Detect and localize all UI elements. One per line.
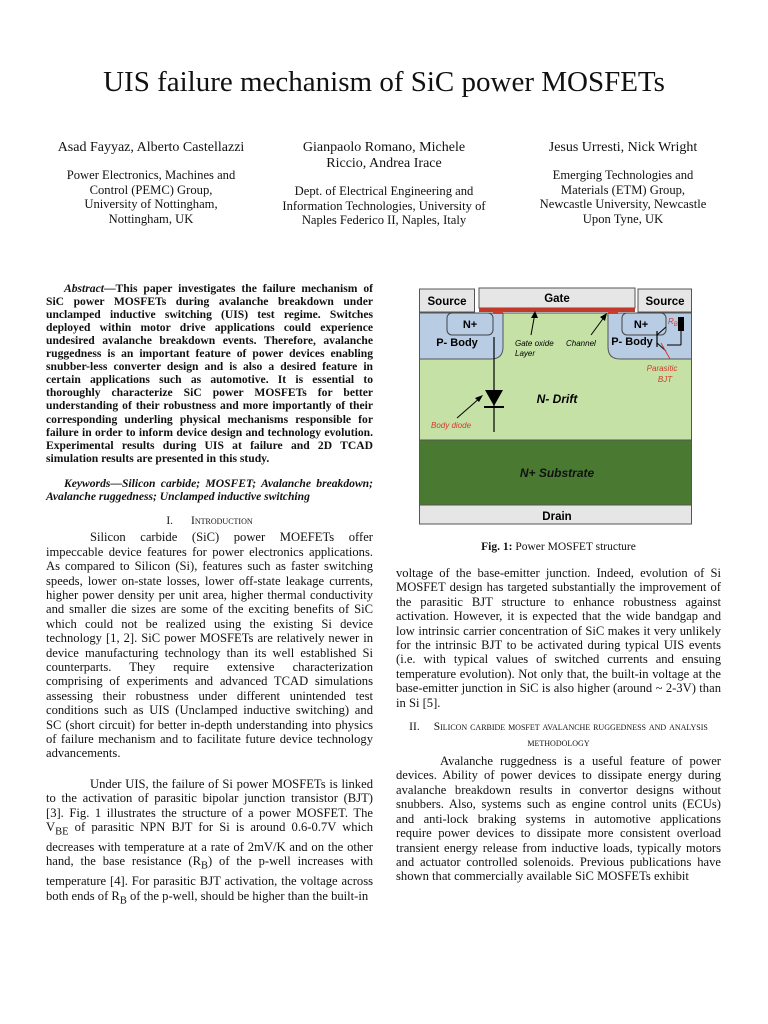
- section-number: II.: [409, 721, 420, 734]
- author-affiliation: Dept. of Electrical Engineering and Information Technologies, University of Naples Federico II, Naples, Italy: [282, 184, 486, 228]
- text-run: Under UIS, the failure of Si power MOSFETs is linked to the activation of parasitic bipolar junction transistor (BJT) [3]. Fig. 1 illustrates the structure of a power MOSFET. The V: [46, 776, 373, 834]
- text-run: of parasitic NPN BJT for Si is around 0.6-0.7V which decreases with temperature at a rate of 2mV/K and on the other hand, the base resistance (R: [46, 820, 373, 869]
- n-substrate-label: N+ Substrate: [519, 466, 595, 480]
- author-block-1: [46, 140, 256, 226]
- text-run: ) of the p-well increases with temperature [4]. For parasitic BJT activation, the voltage across both ends of R: [46, 854, 373, 903]
- bjt-label: BJT: [657, 375, 673, 384]
- author-block-3: [520, 140, 726, 226]
- drain-label: Drain: [542, 511, 572, 523]
- abstract-text: —This paper investigates the failure mechanism of SiC power MOSFETs during avalanche breakdown under unclamped inductive switching (UIS) test regime. Switches deployed within motor drive applications could experience undesired avalanche breakdown events. Therefore, avalanche ruggedness is an important feature of power devices enabling snubber-less converter design and is also a desired feature in certain applications such as automotive. It is essential to thoroughly characterize SiC power MOSFETs for better understanding of their robustness and more importantly of their corresponding underling physical mechanisms responsible for failure in order to inform device design and technology evolution. Experimental results during UIS at failure and 2D TCAD simulation results are presented in this study.: [46, 281, 373, 465]
- author-names: Asad Fayyaz, Alberto Castellazzi: [57, 140, 245, 155]
- p-body-left-label: P- Body: [436, 337, 478, 349]
- subscript: B: [201, 860, 209, 872]
- rb-resistor: [678, 317, 684, 331]
- channel-label: Channel: [566, 339, 596, 348]
- gate-oxide-label: Gate oxide: [515, 339, 554, 348]
- subscript: BE: [55, 826, 69, 838]
- section-number: I.: [166, 515, 174, 528]
- author-affiliation: Power Electronics, Machines and Control (PEMC) Group, University of Nottingham, Nottingham, UK: [66, 168, 236, 226]
- section-heading-avalanche: [396, 719, 721, 751]
- right-column: [396, 566, 721, 884]
- author-names: Jesus Urresti, Nick Wright: [548, 140, 698, 155]
- section-title: Silicon carbide mosfet avalanche ruggedness and analysis methodology: [433, 721, 708, 750]
- mosfet-structure-figure: [419, 287, 692, 525]
- parasitic-label: Parasitic: [646, 364, 678, 373]
- right-paragraph-1: voltage of the base-emitter junction. Indeed, evolution of Si MOSFET design has targeted substantially the improvement of the parasitic BJT structure to enhance robustness against activation. However, it is expected that the wide bandgap and low intrinsic carrier concentration of SiC makes it very unlikely for the intrinsic BJT to be activated during typical UIS events (i.e. with typical values of switched currents and ensuing temperature evolution). Not only that, the built-in voltage at the base-emitter junction in SiC is also higher (around ~ 2-3V) than in Si [5].: [396, 566, 721, 710]
- caption-text: Power MOSFET structure: [512, 541, 636, 553]
- caption-label: Fig. 1:: [481, 541, 513, 553]
- section-title: Introduction: [191, 515, 253, 528]
- gate-label: Gate: [544, 293, 570, 305]
- source-left-label: Source: [427, 296, 467, 308]
- abstract: [46, 282, 373, 465]
- right-paragraph-2: Avalanche ruggedness is a useful feature of power devices. Ability of power devices to dissipate energy during avalanche breakdown results in convertor designs without snubbers. Also, systems such as engine control units (ECUs) and anti-lock braking systems in automotive applications require power devices to dissipate more consistent overload transient energy release from inductive loads, typically motors and actuator controlled solenoids. Previous publications have shown that commercially available SiC MOSFETs exhibit: [396, 754, 721, 884]
- figure-caption: [396, 541, 721, 553]
- author-names: Gianpaolo Romano, Michele Riccio, Andrea Irace: [302, 140, 466, 171]
- source-right-label: Source: [645, 296, 685, 308]
- author-affiliation: Emerging Technologies and Materials (ETM) Group, Newcastle University, Newcastle Upon Tyne, UK: [539, 168, 707, 226]
- author-block-2: [282, 140, 486, 228]
- body-diode-label: Body diode: [431, 421, 472, 430]
- subscript: B: [119, 895, 127, 907]
- channel-left: [493, 311, 503, 314]
- paper-title: UIS failure mechanism of SiC power MOSFETs: [103, 66, 665, 98]
- section-heading-introduction: [46, 514, 373, 529]
- intro-paragraph-2: [46, 777, 373, 909]
- left-column: [46, 270, 373, 909]
- keywords: Keywords—Silicon carbide; MOSFET; Avalanche breakdown; Avalanche ruggedness; Unclamped inductive switching: [46, 476, 373, 503]
- n-plus-left-label: N+: [462, 319, 478, 331]
- p-body-right-label: P- Body: [611, 336, 653, 348]
- abstract-lead: Abstract: [64, 281, 104, 295]
- n-drift-label: N- Drift: [536, 392, 578, 406]
- layer-label: Layer: [515, 349, 536, 358]
- intro-paragraph-1: Silicon carbide (SiC) power MOEFETs offer impeccable device features for power electronics applications. As compared to Silicon (Si), features such as faster switching speeds, lower on-state losses, lower off-state leakage currents, higher power density per unit area, higher thermal conductivity and smaller die sizes are some of the exciting benefits of SiC which could not be realized using the existing Si device technology [1, 2]. SiC power MOSFETs are relatively newer in device manufacturing technology than its well established Si counterparts. They require extensive characterization comprising of experiments and advanced TCAD simulations assessing their robustness under different unintended test conditions such as UIS (Unclamped inductive switching) and SC (short circuit) for better in-depth understanding into physics of failure mechanism and to facilitate future device technology advancements.: [46, 530, 373, 761]
- n-plus-right-label: N+: [633, 319, 649, 331]
- rb-label: $R_B$: [668, 317, 678, 328]
- text-run: of the p-well, should be higher than the built-in: [126, 888, 369, 903]
- channel-right: [608, 311, 618, 314]
